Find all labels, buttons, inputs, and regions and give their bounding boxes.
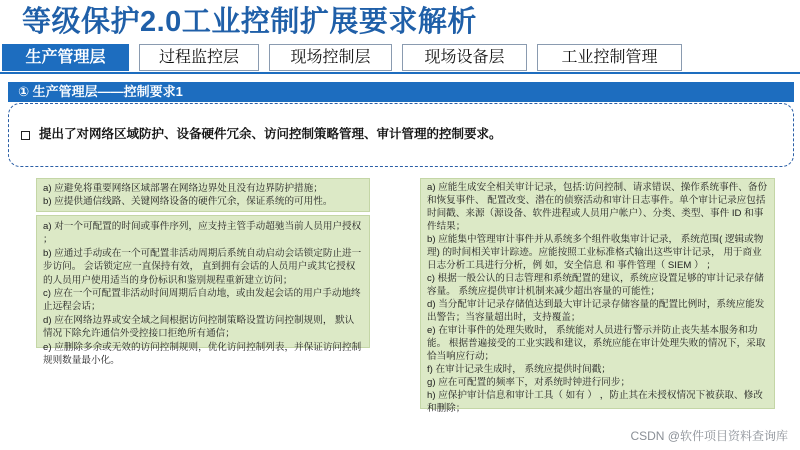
list-item: g) 应在可配置的频率下，对系统时钟进行同步； <box>427 377 631 388</box>
tab-field-control[interactable]: 现场控制层 <box>269 44 392 71</box>
list-item: b) 应提供通信线路、关键网络设备的硬件冗余，保证系统的可用性。 <box>43 196 333 208</box>
tab-underline <box>0 72 800 74</box>
requirement-box <box>8 103 794 167</box>
tab-process-monitoring[interactable]: 过程监控层 <box>139 44 259 71</box>
tab-production-management[interactable]: 生产管理层 <box>2 44 129 71</box>
list-item: c) 根据一般公认的日志管理和系统配置的建议，系统应设置足够的审计记录存储容量。 系统应提供审计机制来减少超出容量的可能性； <box>427 273 764 297</box>
list-item: c) 应在一个可配置非活动时间周期后自动地，或由发起会话的用户手动地终止远程会话； <box>43 288 361 313</box>
list-item: b) 应能集中管理审计事件并从系统多个组件收集审计记录， 系统范围( 逻辑或物理) 的时间相关审计踪迹。应能按照工业标准格式输出这些审计记录， 用于商业日志分析工具进行分析，例 如，安全信息 和 事件管理（ SIEM ） ； <box>427 234 764 271</box>
audit-requirements-box <box>420 178 775 414</box>
requirement-text: 提出了对网络区域防护、设备硬件冗余、访问控制策略管理、审计管理的控制要求。 <box>39 127 502 141</box>
list-item: b) 应通过手动或在一个可配置非活动周期后系统自动启动会话锁定防止进一步访问。 会话锁定应一直保持有效， 直到拥有会话的人员用户或其它授权的人员用户使用适当的身份标识和鉴别规程重新建立访问； <box>43 247 362 286</box>
list-item: d) 应在网络边界或安全域之间根据访问控制策略设置访问控制规则， 默认情况下除允许通信外受控接口拒绝所有通信； <box>43 314 355 340</box>
list-item: a) 应避免将重要网络区域部署在网络边界处且没有边界防护措施； <box>43 183 323 194</box>
list-item: a) 对一个可配置的时间或事件序列，应支持主管手动超驰当前人员用户授权 ； <box>43 221 362 246</box>
section-heading: ① 生产管理层——控制要求1 <box>8 82 794 102</box>
tab-field-device[interactable]: 现场设备层 <box>402 44 527 71</box>
list-item: h) 应保护审计信息和审计工具（ 如有 ） ，防止其在未授权情况下被获取、修改和删除； <box>427 390 763 414</box>
list-item: e) 应删除多余或无效的访问控制规则，优化访问控制列表，并保证访问控制规则数量最小化。 <box>43 341 362 367</box>
list-item: f) 在审计记录生成时， 系统应提供时间戳； <box>427 364 611 375</box>
access-control-box <box>36 215 370 367</box>
region-protection-box <box>36 178 370 212</box>
list-item: d) 当分配审计记录存储值达到最大审计记录存储容量的配置比例时，系统应能发出警告；当容量超出时，支持覆盖； <box>427 299 765 323</box>
square-bullet-icon <box>21 131 30 140</box>
list-item: e) 在审计事件的处理失败时， 系统能对人员进行警示并防止丧失基本服务和功能。 根据普遍接受的工业实践和建议，系统应能在审计处理失败的情况下，采取恰当响应行动； <box>427 325 766 362</box>
tab-bar <box>0 44 800 72</box>
tab-industrial-control-management[interactable]: 工业控制管理 <box>537 44 682 71</box>
watermark: CSDN @软件项目资料查询库 <box>630 429 788 443</box>
list-item: a) 应能生成安全相关审计记录，包括:访问控制、请求错误、操作系统事件、备份和恢复事件、 配置改变、潜在的侦察活动和审计日志事件。单个审计记录应包括时间戳、来源（源设备、软件进程或人员用户帐户）、分类、类型、事件 ID 和事件结果； <box>427 182 768 232</box>
page-title: 等级保护2.0工业控制扩展要求解析 <box>22 6 477 38</box>
